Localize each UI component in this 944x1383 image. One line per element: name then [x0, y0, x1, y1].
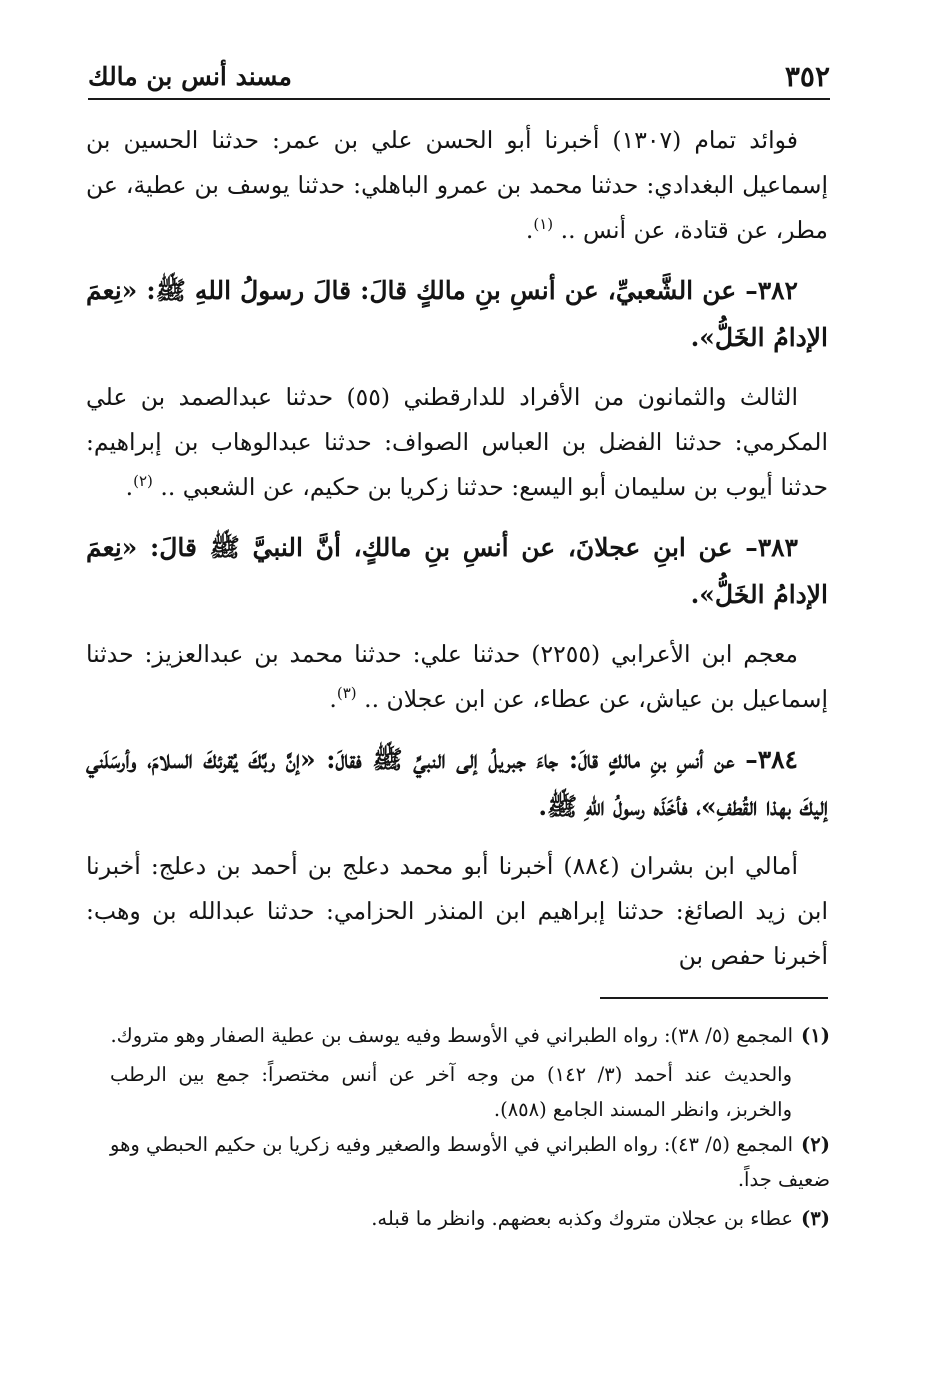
page-header: [88, 58, 830, 100]
footnote-label: (٢): [801, 1133, 830, 1156]
footnotes: [110, 1018, 830, 1240]
source-paragraph-1: فوائد تمام (١٣٠٧) أخبرنا أبو الحسن علي بن عمر: حدثنا الحسين بن إسماعيل البغدادي: حدثنا محمد بن عمرو الباهلي: حدثنا يوسف بن عطية، عن مطر، عن قتادة، عن أنس .. $^{(١)}$.: [86, 126, 828, 244]
footnote-1: [110, 1018, 830, 1053]
source-paragraph-2: الثالث والثمانون من الأفراد للدارقطني (٥٥) حدثنا عبدالصمد بن علي المكرمي: حدثنا الفضل بن العباس الصواف: حدثنا عبدالوهاب بن إبراهيم: حدثنا أيوب بن سليمان أبو اليسع: حدثنا زكريا بن حكيم، عن الشعبي .. $^{(٢)}$.: [86, 383, 828, 501]
running-title: مسند أنس بن مالك: [88, 62, 292, 91]
paragraph-text: معجم ابن الأعرابي (٢٢٥٥) حدثنا علي: حدثنا محمد بن عبدالعزيز: حدثنا إسماعيل بن عياش، عن عطاء، عن ابن عجلان ..: [86, 640, 828, 713]
paragraph-text: الثالث والثمانون من الأفراد للدارقطني (٥٥) حدثنا عبدالصمد بن علي المكرمي: حدثنا الفضل بن العباس الصواف: حدثنا عبدالوهاب بن إبراهيم: حدثنا أيوب بن سليمان أبو اليسع: حدثنا زكريا بن حكيم، عن الشعبي ..: [86, 383, 828, 501]
footnote-text: المجمع (٥/ ٣٨): رواه الطبراني في الأوسط وفيه يوسف بن عطية الصفار وهو متروك.: [110, 1024, 794, 1047]
footnote-text: المجمع (٥/ ٤٣): رواه الطبراني في الأوسط والصغير وفيه زكريا بن حكيم الحبطي وهو ضعيف جداً.: [110, 1133, 830, 1191]
hadith-382: ٣٨٢– عن الشَّعبيِّ، عن أنسِ بنِ مالكٍ قالَ: قالَ رسولُ اللهِ ﷺ: «نِعمَ الإدامُ الخَلُّ».: [86, 276, 828, 352]
footnote-2: [110, 1127, 830, 1197]
footnote-label: (٣): [801, 1207, 830, 1230]
page-number: ٣٥٢: [784, 60, 830, 93]
source-paragraph-4: أمالي ابن بشران (٨٨٤) أخبرنا أبو محمد دعلج بن أحمد بن دعلج: أخبرنا ابن زيد الصائغ: حدثنا إبراهيم ابن المنذر الحزامي: حدثنا عبدالله بن وهب: أخبرنا حفص بن: [86, 852, 828, 970]
hadith-384: ٣٨٤– عن أنسِ بنِ مالكٍ قالَ: جاءَ جبريلُ إلى النبيِّ ﷺ فقالَ: «إنَّ ربَّكَ يُقرئكَ السلامَ، وأرسَلَني إليكَ بهذا القُطفِ»، فأخَذَه رسولُ اللهِ ﷺ.: [86, 745, 828, 821]
footnote-separator: [600, 997, 828, 999]
footnote-1-continuation: والحديث عند أحمد (٣/ ١٤٢) من وجه آخر عن أنس مختصراً: جمع بين الرطب والخربز، وانظر المسند الجامع (٨٥٨).: [110, 1063, 792, 1121]
footnote-text: عطاء بن عجلان متروك وكذبه بعضهم. وانظر ما قبله.: [371, 1207, 794, 1230]
footnote-ref-2: (٢): [133, 472, 153, 491]
footnote-label: (١): [801, 1024, 830, 1047]
source-paragraph-3: معجم ابن الأعرابي (٢٢٥٥) حدثنا علي: حدثنا محمد بن عبدالعزيز: حدثنا إسماعيل بن عياش، عن عطاء، عن ابن عجلان .. $^{(٣)}$.: [86, 640, 828, 713]
footnote-3: [110, 1201, 830, 1236]
footnote-ref-3: (٣): [336, 684, 357, 703]
footnote-ref-1: (١): [533, 215, 554, 234]
hadith-383: ٣٨٣– عن ابنِ عجلانَ، عن أنسِ بنِ مالكٍ، أنَّ النبيَّ ﷺ قالَ: «نِعمَ الإدامُ الخَلُّ».: [86, 533, 828, 609]
paragraph-text: فوائد تمام (١٣٠٧) أخبرنا أبو الحسن علي بن عمر: حدثنا الحسين بن إسماعيل البغدادي: حدثنا محمد بن عمرو الباهلي: حدثنا يوسف بن عطية، عن مطر، عن قتادة، عن أنس ..: [86, 126, 828, 244]
main-text: [86, 118, 828, 993]
